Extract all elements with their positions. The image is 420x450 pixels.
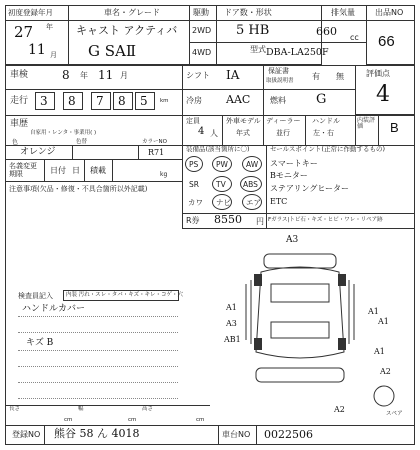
lot-divider (366, 20, 415, 21)
owner-cell-load: 積載 (90, 166, 106, 175)
color-change-label: 色替 (76, 139, 88, 145)
inspector-tags: 内装 汚れ・スレ・タバ・キズ・キレ・コゲ・穴 (66, 292, 184, 298)
fuel-label: 燃料 (270, 96, 286, 105)
month-unit: 月 (50, 51, 57, 59)
notes-top (5, 181, 182, 182)
equip-abs-circle (240, 176, 262, 192)
owner-label: 名義変更期限 (9, 162, 37, 178)
car-diagram (216, 232, 406, 422)
owner-cell-date: 日付 (50, 166, 66, 175)
dealer-sub: 並行 (276, 129, 290, 137)
warranty-left-border (263, 65, 264, 89)
owner-border-1 (44, 159, 45, 181)
inspector-line-2: キズ B (26, 338, 54, 348)
warranty-label: 保証書 (268, 67, 289, 75)
grade-value: G SAⅡ (88, 42, 137, 60)
grade-label: 評価点 (366, 69, 390, 78)
row-mileage-top (5, 89, 355, 90)
interior-label: 内装評価 (357, 117, 376, 130)
dealer-left-border (263, 115, 264, 145)
mileage-digit-3-value: 7 (96, 94, 104, 108)
inspector-rule-6 (18, 398, 178, 399)
capacity-label: 定員 (186, 117, 200, 125)
first-reg-label: 初度登録年月 (8, 8, 53, 17)
sales-line-1: スマートキー (270, 159, 318, 168)
use-label: 車歴 (10, 119, 29, 129)
length-unit: cm (64, 417, 73, 423)
drive-divider (189, 20, 217, 21)
mileage-label: 走行 (10, 96, 29, 106)
spare-label: スペア (386, 411, 403, 417)
import-left-border (222, 115, 223, 145)
sales-line-4: ETC (270, 197, 288, 206)
recycle-value: 8550 (214, 213, 242, 226)
row-use-top (5, 115, 415, 116)
chassis-border (218, 425, 219, 445)
notes-title: 注意事項(欠品・修復・不具合箇所以外記載) (9, 185, 148, 193)
equip-pw-circle (212, 156, 232, 172)
fuel-value: G (316, 92, 327, 107)
diag-a2-bottom: A2 (334, 405, 345, 414)
door-divider (216, 20, 366, 21)
first-reg-year: 27 (14, 23, 34, 41)
equip-pw: PW (216, 160, 228, 169)
equip-navi: ナビ (216, 198, 231, 207)
inspector-rule-3 (18, 350, 178, 351)
equip-ps: PS (189, 160, 199, 169)
equip-tv-circle (212, 176, 232, 192)
width-label: 幅 (78, 406, 84, 412)
inspector-rule-5 (18, 382, 178, 383)
bottom-tags: Fガラス|トビ石・キズ・ヒビ・ワレ・リペア跡 (268, 217, 383, 223)
reg-label: 登録NO (12, 430, 41, 439)
handle-sub: 左・右 (313, 129, 334, 137)
inspector-line-1: ハンドルカバー (22, 304, 86, 314)
warranty-no: 無 (336, 72, 344, 81)
chassis-label: 車台NO (222, 430, 251, 439)
diag-a1-right: A1 (368, 307, 379, 316)
equip-aw: AW (246, 160, 259, 169)
drive-4wd: 4WD (192, 48, 212, 57)
fuel-left-border (263, 89, 264, 115)
ac-value: AAC (226, 93, 251, 106)
equip-airbag: エア (246, 198, 261, 207)
diag-a1-left: A1 (226, 303, 237, 312)
lot-label: 出品NO (375, 8, 404, 17)
height-label: 高さ (142, 406, 154, 412)
equipment-bottom (182, 228, 415, 229)
capacity-value: 4 (198, 126, 205, 137)
sales-label: セールスポイント(正常に作動するもの) (270, 145, 385, 153)
interior-value: B (390, 120, 399, 135)
mileage-digit-2-value: 8 (68, 94, 76, 108)
mileage-digit-1-value: 3 (40, 94, 48, 108)
tags-top (266, 213, 415, 214)
interior-value-border (378, 115, 379, 145)
shaken-year-unit: 年 (80, 71, 88, 80)
shift-value: IA (226, 68, 240, 82)
cc-unit: cc (350, 33, 359, 42)
equip-airbag-circle (242, 194, 262, 210)
shift-label: シフト (186, 71, 210, 80)
model-label: 型式 (250, 45, 266, 54)
ac-label: 冷房 (186, 96, 202, 105)
capacity-unit: 人 (210, 129, 218, 138)
footer-dims-top (5, 405, 210, 406)
car-name-divider (68, 20, 190, 21)
owner-cell-day: 日 (72, 166, 80, 175)
reg-border (44, 425, 45, 445)
shaken-month: 11 (98, 68, 114, 82)
colorno-value: R71 (148, 148, 165, 157)
equip-abs: ABS (243, 180, 258, 189)
equip-sr: SR (189, 180, 199, 189)
equipment-label: 装備品(該当箇所に〇) (186, 145, 250, 153)
colorno-border (138, 145, 139, 159)
reg-value: 熊谷 58 ん 4018 (54, 427, 140, 440)
drive-label: 駆動 (193, 8, 209, 17)
interior-left-border (355, 115, 356, 145)
owner-cell-kg: kg (160, 171, 168, 178)
footer-top (5, 425, 415, 426)
shaken-year: 8 (62, 68, 70, 82)
inspector-label: 検査員記入 (18, 292, 53, 300)
equip-aw-circle (242, 156, 262, 172)
drive-mid (189, 42, 217, 43)
inspector-rule-1 (18, 316, 178, 317)
diag-a3-top: A3 (286, 235, 299, 245)
car-name-value: キャスト アクティバ (76, 24, 178, 37)
first-reg-month: 11 (28, 42, 46, 58)
first-reg-divider (5, 20, 69, 21)
cc-value: 660 (316, 25, 337, 38)
door-label: ドア数・形状 (224, 8, 272, 17)
equip-leather: カワ (188, 198, 203, 207)
dealer-label: ディーラー (266, 117, 301, 125)
cc-label: 排気量 (331, 8, 355, 17)
door-value: 5 HB (236, 23, 270, 38)
import-label: 外車モデル (226, 117, 261, 125)
year-unit: 年 (46, 23, 53, 31)
row-shaken-top (5, 65, 415, 66)
grade-value: 4 (376, 82, 390, 107)
equipment-left (182, 145, 183, 228)
warranty-sub: 取扱説明書 (266, 78, 294, 84)
width-unit: cm (128, 417, 137, 423)
diag-a1-right-2: A1 (378, 317, 389, 326)
recycle-unit: 円 (256, 217, 264, 226)
mileage-digit-5-value: 5 (140, 94, 148, 108)
row-owner-top (5, 159, 182, 160)
equip-ps-circle (185, 156, 203, 172)
handle-left-border (305, 115, 306, 145)
color-label: 色 (12, 139, 19, 146)
use-sub: 自家用・レンタ・事業用( ) (30, 130, 97, 136)
equip-tv: TV (216, 180, 226, 189)
diag-a2-right: A2 (380, 367, 391, 376)
diag-ab1-left: AB1 (224, 335, 241, 344)
inspector-rule-4 (18, 366, 178, 367)
import-sub: 年式 (236, 129, 250, 137)
sales-line-2: Bモニター (270, 171, 308, 180)
height-unit: cm (196, 417, 205, 423)
model-divider (216, 42, 366, 43)
chassis-value: 0022506 (264, 428, 313, 441)
shift-left-border (182, 65, 183, 145)
owner-border-3 (112, 159, 113, 181)
mileage-unit: km (160, 98, 169, 104)
shaken-month-unit: 月 (120, 71, 128, 80)
handle-label: ハンドル (312, 117, 340, 125)
sales-left (266, 145, 267, 228)
equip-navi-circle (212, 194, 232, 210)
length-label: 長さ (9, 406, 21, 412)
warranty-yes: 有 (312, 72, 320, 81)
model-value: DBA-LA250F (266, 47, 329, 58)
diag-a1-right-3: A1 (374, 347, 385, 356)
owner-border-2 (84, 159, 85, 181)
sales-line-3: ステアリングヒーター (270, 184, 350, 193)
shaken-label: 車検 (10, 70, 29, 80)
drive-2wd: 2WD (192, 26, 212, 35)
mileage-digit-4-value: 8 (118, 94, 126, 108)
diag-a3-left: A3 (226, 319, 237, 328)
colorno-label: カラーNO (142, 139, 167, 145)
car-name-label: 車名・グレード (104, 8, 160, 17)
lot-value: 66 (378, 33, 395, 50)
inspector-rule-2 (18, 332, 178, 333)
chassis-value-border (256, 425, 257, 445)
recycle-label: R券 (186, 216, 200, 225)
color-value: オレンジ (20, 147, 56, 157)
color-no-border (72, 145, 73, 159)
